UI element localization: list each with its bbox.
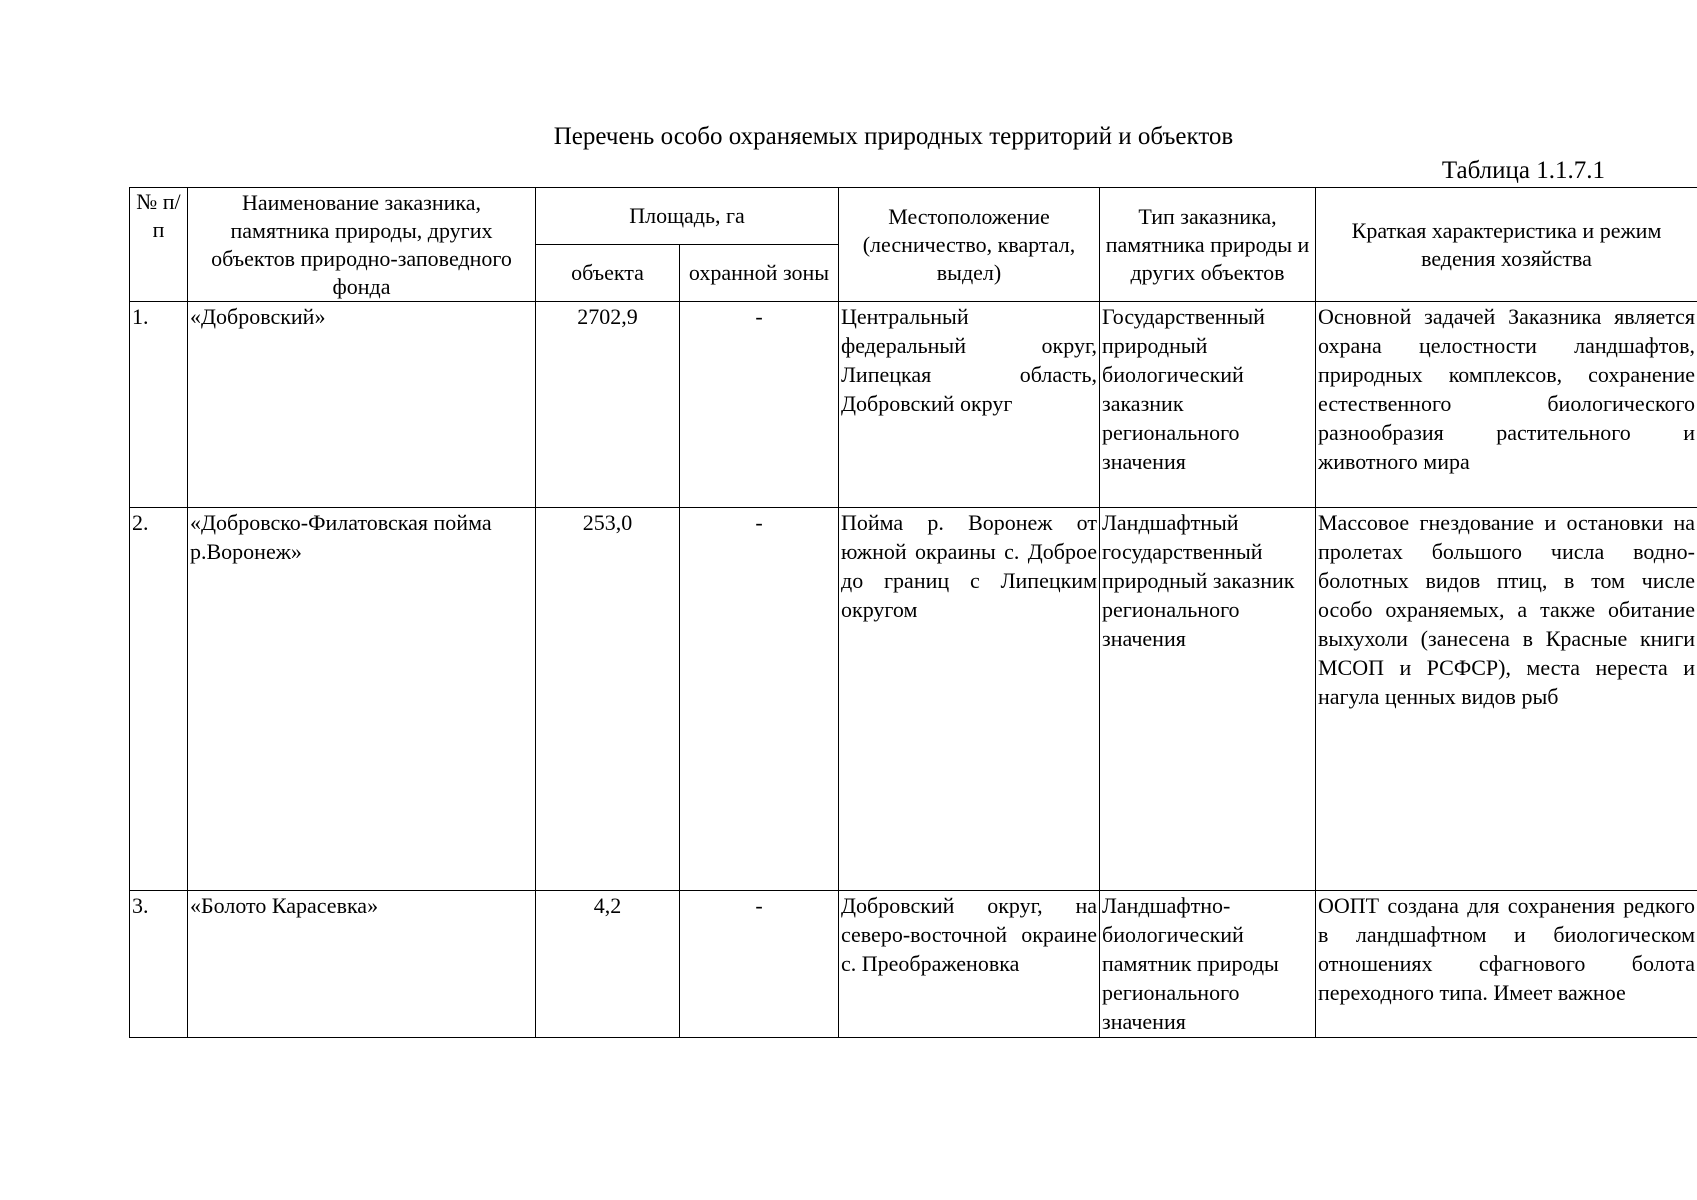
- row-name: «Болото Карасевка»: [188, 891, 536, 1038]
- header-type: Тип заказника, памятника природы и других объектов: [1100, 188, 1316, 302]
- protected-areas-table: [129, 187, 1697, 1038]
- row-description: Основной задачей Заказника является охрана целостности ландшафтов, природных комплексов, сохранение естественного биологического разнообразия растительного и животного мира: [1316, 302, 1697, 508]
- table-row: [130, 302, 1697, 508]
- row-num: 1.: [130, 302, 188, 508]
- row-area: 2702,9: [536, 302, 680, 508]
- document-title: Перечень особо охраняемых природных территорий и объектов: [553, 123, 1234, 150]
- table-row: [130, 508, 1697, 891]
- row-zone: -: [680, 508, 839, 891]
- row-name: «Добровский»: [188, 302, 536, 508]
- header-area-zone: охранной зоны: [680, 245, 839, 302]
- row-location: Центральный федеральный округ, Липецкая область, Добровский округ: [839, 302, 1100, 508]
- header-area-object: объекта: [536, 245, 680, 302]
- row-num: 3.: [130, 891, 188, 1038]
- header-location: Местоположение (лесничество, квартал, выдел): [839, 188, 1100, 302]
- header-description: Краткая характеристика и режим ведения хозяйства: [1316, 188, 1697, 302]
- row-type: Ландшафтно-биологический памятник природы регионального значения: [1100, 891, 1316, 1038]
- row-zone: -: [680, 302, 839, 508]
- header-name: Наименование заказника, памятника природы, других объектов природно-заповедного фонда: [188, 188, 536, 302]
- header-num: № п/п: [130, 188, 188, 302]
- row-zone: -: [680, 891, 839, 1038]
- row-description: Массовое гнездование и остановки на пролетах большого числа водно-болотных видов птиц, в том числе особо охраняемых, а также обитание выхухоли (занесена в Красные книги МСОП и РСФСР), места нереста и нагула ценных видов рыб: [1316, 508, 1697, 891]
- table-header-row: [130, 188, 1697, 245]
- table-row: [130, 891, 1697, 1038]
- row-location: Добровский округ, на северо-восточной окраине с. Преображеновка: [839, 891, 1100, 1038]
- row-location: Пойма р. Воронеж от южной окраины с. Доброе до границ с Липецким округом: [839, 508, 1100, 891]
- row-description: ООПТ создана для сохранения редкого в ландшафтном и биологическом отношениях сфагнового болота переходного типа. Имеет важное: [1316, 891, 1697, 1038]
- row-type: Ландшафтный государственный природный заказник регионального значения: [1100, 508, 1316, 891]
- row-name: «Добровско-Филатовская пойма р.Воронеж»: [188, 508, 536, 891]
- header-area-group: Площадь, га: [536, 188, 839, 245]
- row-type: Государственный природный биологический заказник регионального значения: [1100, 302, 1316, 508]
- row-area: 253,0: [536, 508, 680, 891]
- row-area: 4,2: [536, 891, 680, 1038]
- row-num: 2.: [130, 508, 188, 891]
- table-number: Таблица 1.1.7.1: [1441, 157, 1605, 184]
